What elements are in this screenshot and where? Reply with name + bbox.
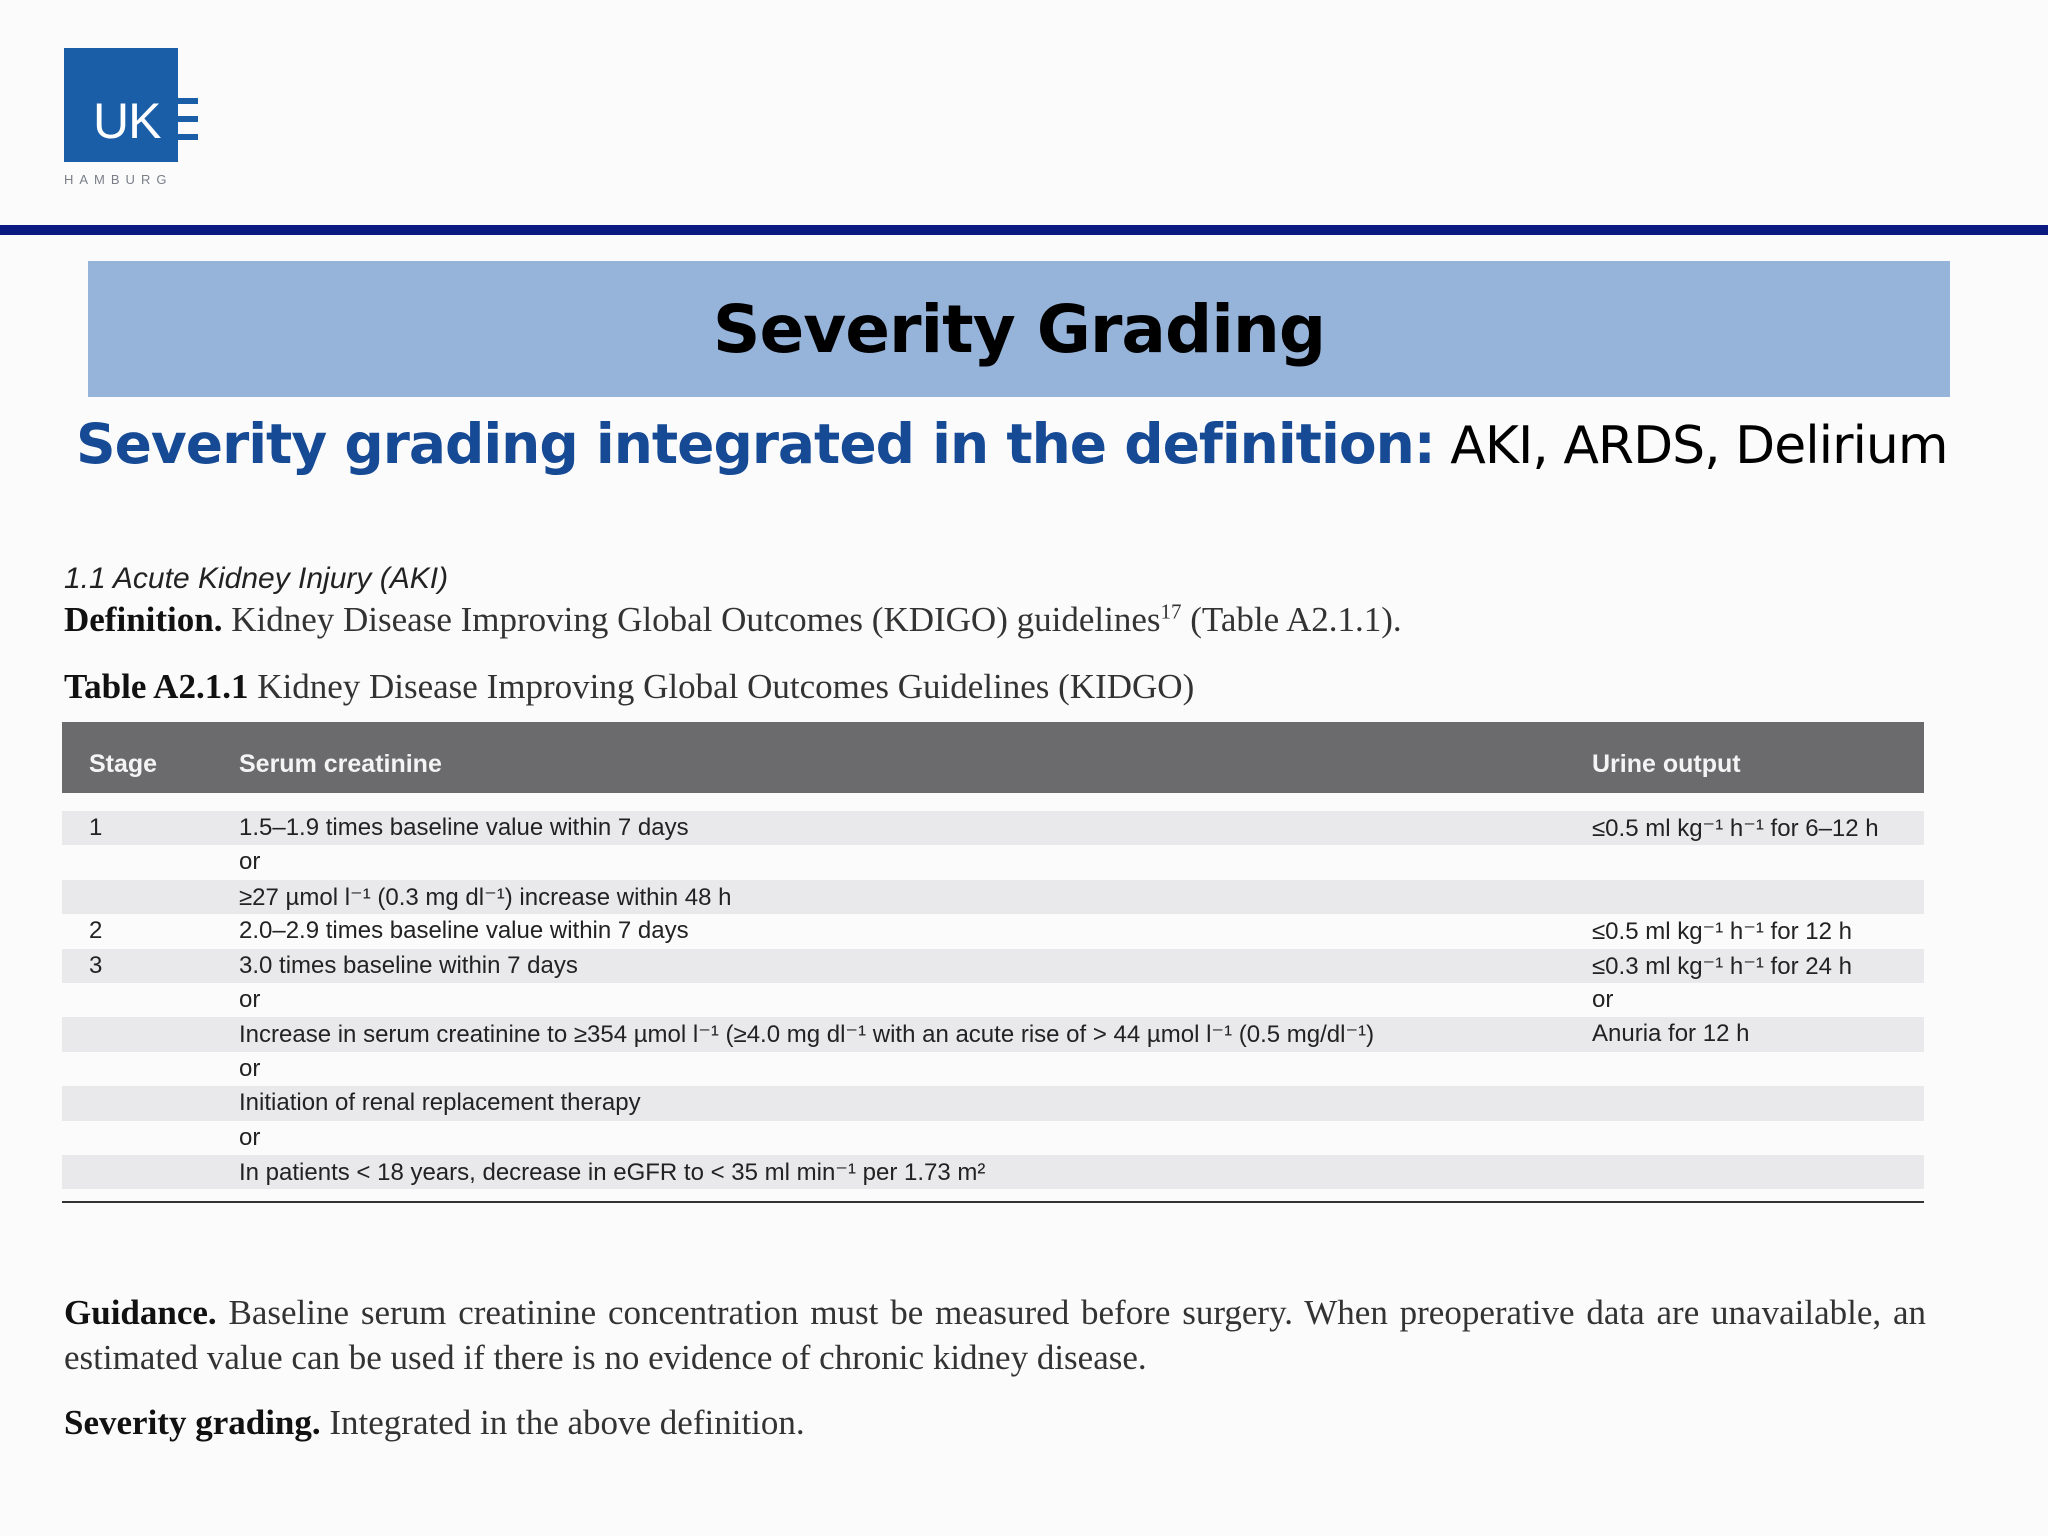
cell-serum: or (239, 1123, 261, 1151)
definition-line (64, 600, 1402, 640)
table-row (62, 1052, 1924, 1086)
cell-urine: Anuria for 12 h (1592, 1020, 1750, 1048)
cell-serum: 3.0 times baseline within 7 days (239, 951, 578, 979)
cell-serum: 1.5–1.9 times baseline value within 7 days (239, 814, 689, 841)
header-urine-output: Urine output (1592, 750, 1741, 778)
guidance-text: Baseline serum creatinine concentration must be measured before surgery. When preoperative data are unavailable, an estimated value can be used if there is no evidence of chronic kidney disease. (64, 1293, 1926, 1377)
severity-text: Integrated in the above definition. (320, 1403, 805, 1442)
table-label: Table A2.1.1 (64, 667, 249, 706)
title-band (88, 261, 1950, 397)
severity-paragraph (64, 1400, 1926, 1445)
definition-ref: 17 (1160, 599, 1182, 624)
table-row (62, 811, 1924, 845)
logo-subtitle: HAMBURG (64, 172, 173, 187)
cell-serum: Increase in serum creatinine to ≥354 µmol l⁻¹ (≥4.0 mg dl⁻¹ with an acute rise of > 44 µmol l⁻¹ (0.5 mg/dl⁻¹) (239, 1021, 1375, 1049)
kdigo-table (62, 722, 1924, 1203)
header-stage: Stage (89, 750, 158, 778)
header-rule (0, 225, 2048, 235)
cell-urine: ≤0.5 ml kg⁻¹ h⁻¹ for 12 h (1592, 918, 1852, 946)
guidance-paragraph (64, 1290, 1926, 1380)
table-title: Kidney Disease Improving Global Outcomes Guidelines (KIDGO) (248, 667, 1195, 706)
definition-tail: (Table A2.1.1). (1181, 600, 1402, 639)
cell-stage: 3 (89, 951, 103, 979)
cell-urine: ≤0.3 ml kg⁻¹ h⁻¹ for 24 h (1592, 952, 1852, 980)
logo-mark-text: UK (93, 93, 161, 149)
table-bottom-rule (62, 1201, 1924, 1203)
table-caption (64, 667, 1194, 707)
cell-serum: ≥27 µmol l⁻¹ (0.3 mg dl⁻¹) increase within 48 h (239, 883, 732, 911)
section-title: 1.1 Acute Kidney Injury (AKI) (64, 562, 449, 595)
logo-mark-box (64, 48, 178, 162)
subtitle-tail: AKI, ARDS, Delirium (1434, 416, 1948, 476)
definition-text: Kidney Disease Improving Global Outcomes (KDIGO) guidelines (222, 600, 1161, 639)
cell-serum: In patients < 18 years, decrease in eGFR to < 35 ml min⁻¹ per 1.73 m² (239, 1158, 986, 1186)
table-row (62, 1086, 1924, 1120)
table-row (62, 1121, 1924, 1155)
table-row (62, 949, 1924, 983)
subtitle-lead: Severity grading integrated in the definition: (76, 412, 1435, 476)
table-row (62, 880, 1924, 914)
logo-e-bars (178, 98, 200, 142)
header-serum-creatinine: Serum creatinine (239, 750, 442, 778)
uke-logo (64, 48, 178, 187)
definition-label: Definition. (64, 600, 223, 639)
table-body (62, 811, 1924, 1189)
cell-serum: or (239, 848, 261, 876)
cell-serum: Initiation of renal replacement therapy (239, 1089, 641, 1117)
table-row (62, 1017, 1924, 1051)
slide-subtitle (76, 412, 1948, 476)
cell-serum: or (239, 1054, 261, 1082)
cell-stage: 1 (89, 814, 103, 841)
cell-urine: ≤0.5 ml kg⁻¹ h⁻¹ for 6–12 h (1592, 815, 1879, 842)
cell-stage: 2 (89, 917, 103, 945)
cell-urine: or (1592, 985, 1614, 1013)
cell-serum: or (239, 985, 261, 1013)
guidance-label: Guidance. (64, 1293, 217, 1332)
table-row (62, 914, 1924, 948)
table-row (62, 1155, 1924, 1189)
slide-title: Severity Grading (712, 290, 1326, 368)
cell-serum: 2.0–2.9 times baseline value within 7 days (239, 917, 689, 945)
table-row (62, 845, 1924, 879)
table-header (62, 722, 1924, 793)
table-row (62, 983, 1924, 1017)
severity-label: Severity grading. (64, 1403, 321, 1442)
